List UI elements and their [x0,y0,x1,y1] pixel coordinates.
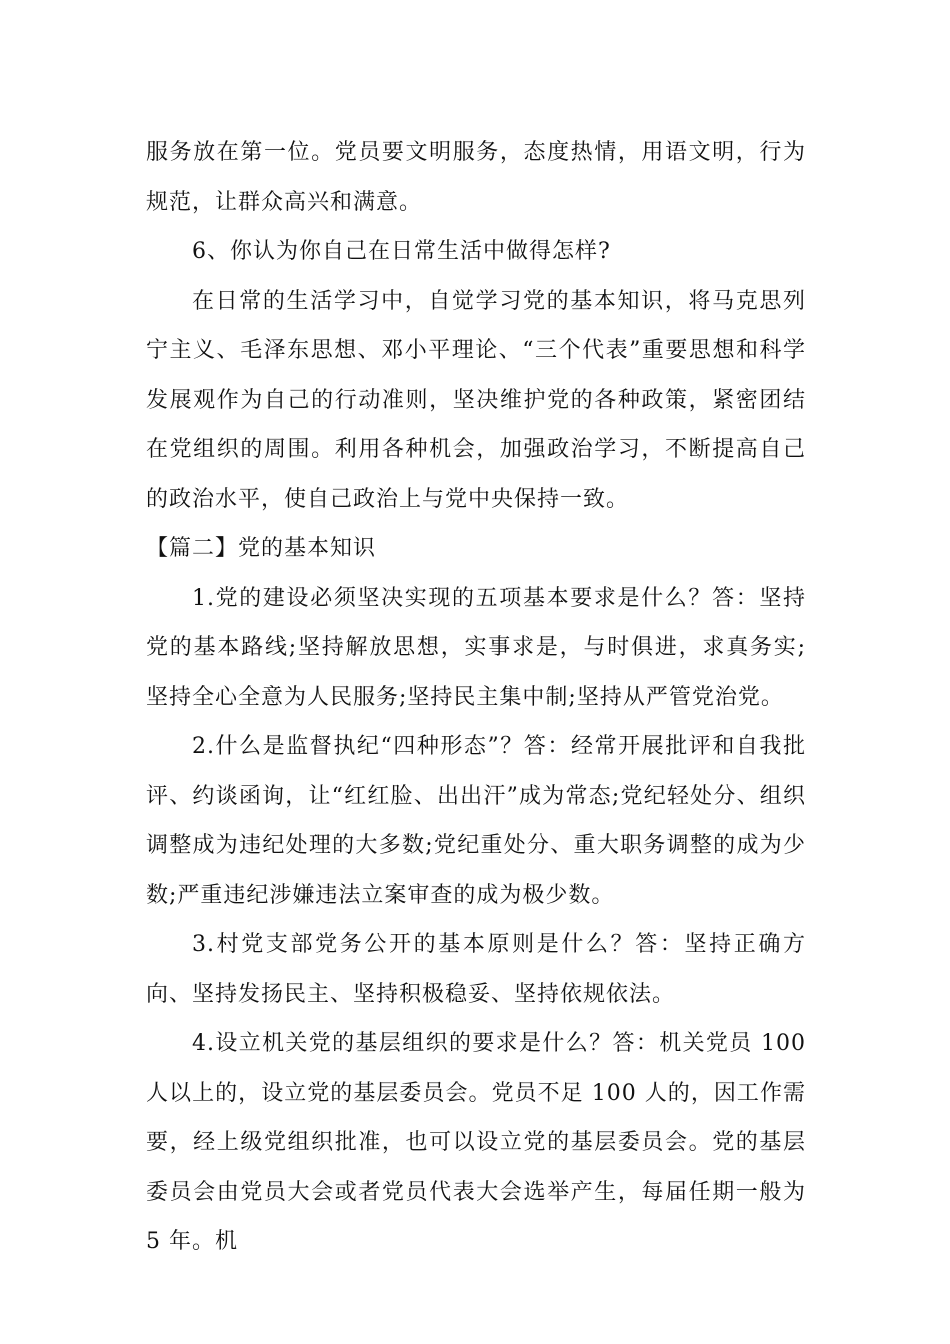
qa-item-4: 4.设立机关党的基层组织的要求是什么？答：机关党员 100 人以上的，设立党的基层委员会。党员不足 100 人的，因工作需要，经上级党组织批准，也可以设立党的基层委员会。党的基层委员会由党员大会或者党员代表大会选举产生，每届任期一般为 5 年。机 [146,1031,806,1254]
answer-6: 在日常的生活学习中，自觉学习党的基本知识，将马克思列宁主义、毛泽东思想、邓小平理论、“三个代表”重要思想和科学发展观作为自己的行动准则，坚决维护党的各种政策，紧密团结在党组织的周围。利用各种机会，加强政治学习，不断提高自己的政治水平，使自己政治上与党中央保持一致。 [146,288,806,512]
section-heading: 【篇二】党的基本知识 [146,536,377,561]
qa-item-2: 2.什么是监督执纪“四种形态”？答：经常开展批评和自我批评、约谈函询，让“红红脸、出出汗”成为常态;党纪轻处分、组织调整成为违纪处理的大多数;党纪重处分、重大职务调整的成为少数;严重违纪涉嫌违法立案审查的成为极少数。 [146,734,806,908]
qa-item-3: 3.村党支部党务公开的基本原则是什么？答：坚持正确方向、坚持发扬民主、坚持积极稳妥、坚持依规依法。 [146,932,806,1007]
question-6: 6、你认为你自己在日常生活中做得怎样? [192,239,611,264]
paragraph-continuation: 服务放在第一位。党员要文明服务，态度热情，用语文明，行为规范，让群众高兴和满意。 [146,140,806,215]
document-body [146,128,806,1267]
qa-item-1: 1.党的建设必须坚决实现的五项基本要求是什么？答：坚持党的基本路线;坚持解放思想，实事求是，与时俱进，求真务实;坚持全心全意为人民服务;坚持民主集中制;坚持从严管党治党。 [146,585,806,710]
